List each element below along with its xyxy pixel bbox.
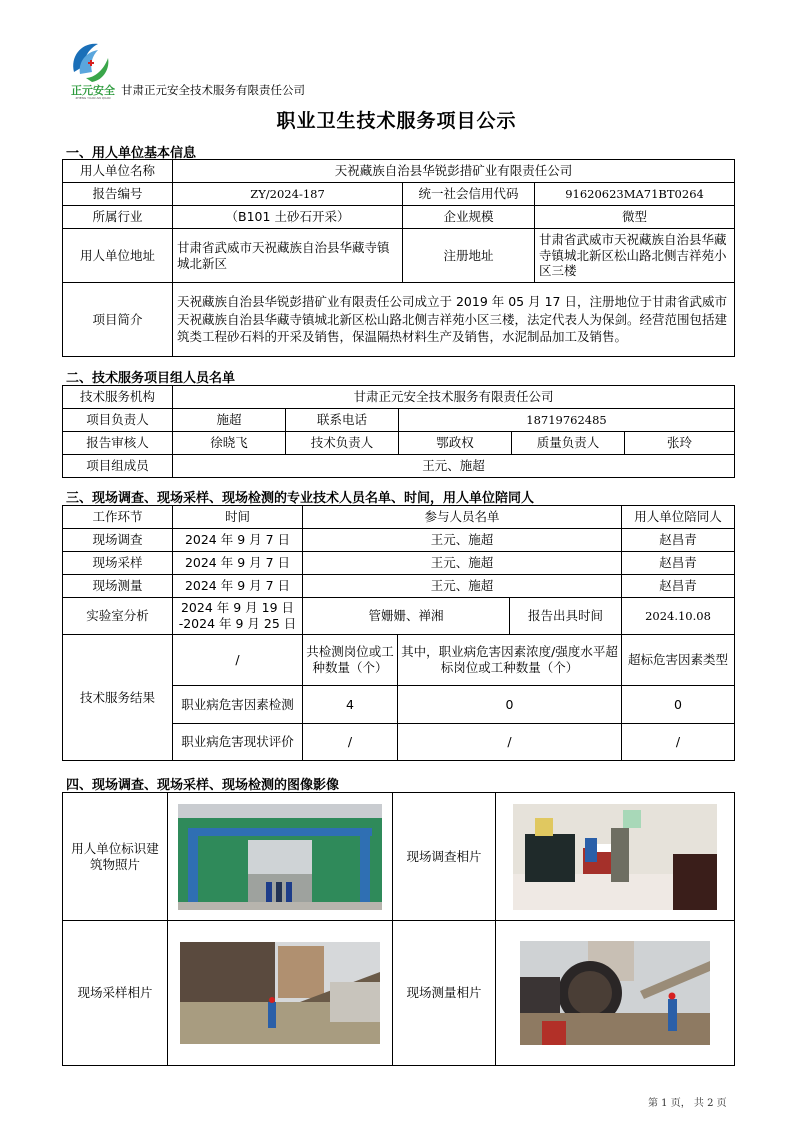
people-cell: 王元、施超 — [303, 552, 622, 575]
photo4-label: 现场测量相片 — [393, 921, 496, 1066]
members-value: 王元、施超 — [173, 455, 735, 478]
people-cell: 王元、施超 — [303, 529, 622, 552]
photo2-cell — [496, 793, 735, 921]
tech-lead-label: 技术负责人 — [286, 432, 399, 455]
people-cell: 王元、施超 — [303, 575, 622, 598]
unit-info-table — [62, 159, 735, 357]
section3-heading: 三、现场调查、现场采样、现场检测的专业技术人员名单、时间，用人单位陪同人 — [66, 491, 535, 506]
credit-code-value: 91620623MA71BT0264 — [535, 183, 735, 206]
unit-name-label: 用人单位名称 — [63, 160, 173, 183]
page-number: 第 1 页， 共 2 页 — [648, 1098, 727, 1109]
results-row1-type: 0 — [622, 686, 735, 724]
logo-text: 正元安全 — [71, 84, 115, 97]
photo1-cell — [168, 793, 393, 921]
results-head-blank: / — [173, 635, 303, 686]
address-value: 甘肃省武威市天祝藏族自治县华藏寺镇城北新区 — [173, 229, 403, 283]
photo1-label: 用人单位标识建筑物照片 — [63, 793, 168, 921]
reg-address-value: 甘肃省武威市天祝藏族自治县华藏寺镇城北新区松山路北侧吉祥苑小区三楼 — [535, 229, 735, 283]
results-row1-count: 4 — [303, 686, 398, 724]
intro-label: 项目简介 — [63, 283, 173, 357]
table-row — [63, 575, 735, 598]
stage-cell: 现场调查 — [63, 529, 173, 552]
phone-value: 18719762485 — [399, 409, 735, 432]
reviewer-label: 报告审核人 — [63, 432, 173, 455]
results-row2-label: 职业病危害现状评价 — [173, 724, 303, 761]
col-time: 时间 — [173, 506, 303, 529]
report-no-label: 报告编号 — [63, 183, 173, 206]
photo3-label: 现场采样相片 — [63, 921, 168, 1066]
unit-name-value: 天祝藏族自治县华锐彭措矿业有限责任公司 — [173, 160, 735, 183]
scale-label: 企业规模 — [403, 206, 535, 229]
table-row — [63, 552, 735, 575]
lab-row — [63, 598, 735, 635]
photo-table — [62, 792, 735, 1066]
section4-heading: 四、现场调查、现场采样、现场检测的图像影像 — [66, 778, 340, 793]
results-row2-exceed: / — [398, 724, 622, 761]
results-head-count: 共检测岗位或工种数量（个） — [303, 635, 398, 686]
table-row — [63, 529, 735, 552]
members-label: 项目组成员 — [63, 455, 173, 478]
lab-people: 管姗姗、禅湘 — [303, 598, 510, 635]
results-label: 技术服务结果 — [63, 635, 173, 761]
org-label: 技术服务机构 — [63, 386, 173, 409]
results-row2-type: / — [622, 724, 735, 761]
time-cell: 2024 年 9 月 7 日 — [173, 552, 303, 575]
field-work-table — [62, 505, 735, 761]
lead-value: 施超 — [173, 409, 286, 432]
time-cell: 2024 年 9 月 7 日 — [173, 575, 303, 598]
report-no-value: ZY/2024-187 — [173, 183, 403, 206]
phone-label: 联系电话 — [286, 409, 399, 432]
results-row1-exceed: 0 — [398, 686, 622, 724]
team-table — [62, 385, 735, 478]
lab-time — [173, 598, 303, 635]
results-row2-count: / — [303, 724, 398, 761]
lab-stage: 实验室分析 — [63, 598, 173, 635]
stage-cell: 现场测量 — [63, 575, 173, 598]
stage-cell: 现场采样 — [63, 552, 173, 575]
section2-heading: 二、技术服务项目组人员名单 — [66, 371, 236, 386]
reg-address-label: 注册地址 — [403, 229, 535, 283]
survey-photo — [513, 804, 717, 910]
quality-lead-value: 张玲 — [625, 432, 735, 455]
company-header-name: 甘肃正元安全技术服务有限责任公司 — [121, 83, 305, 97]
industry-label: 所属行业 — [63, 206, 173, 229]
scale-value: 微型 — [535, 206, 735, 229]
results-head-type: 超标危害因素类型 — [622, 635, 735, 686]
intro-value: 天祝藏族自治县华锐彭措矿业有限责任公司成立于 2019 年 05 月 17 日，注册地位于甘肃省武威市天祝藏族自治县华藏寺镇城北新区松山路北侧吉祥苑小区三楼，法定代表人为保剑。经营范围包括建筑类工程砂石料的开采及销售，保温隔热材料生产及销售，水泥制品加工及销售。 — [173, 283, 735, 357]
photo4-cell — [496, 921, 735, 1066]
results-row1-label: 职业病危害因素检测 — [173, 686, 303, 724]
col-people: 参与人员名单 — [303, 506, 622, 529]
escort-cell: 赵昌青 — [622, 529, 735, 552]
industry-value: （B101 土砂石开采） — [173, 206, 403, 229]
photo2-label: 现场调查相片 — [393, 793, 496, 921]
lab-time-end: -2024 年 9 月 25 日 — [178, 616, 297, 631]
sampling-photo — [180, 942, 380, 1044]
org-value: 甘肃正元安全技术服务有限责任公司 — [173, 386, 735, 409]
company-logo — [64, 38, 122, 100]
time-cell: 2024 年 9 月 7 日 — [173, 529, 303, 552]
quality-lead-label: 质量负责人 — [512, 432, 625, 455]
reviewer-value: 徐晓飞 — [173, 432, 286, 455]
col-stage: 工作环节 — [63, 506, 173, 529]
address-label: 用人单位地址 — [63, 229, 173, 283]
page-title: 职业卫生技术服务项目公示 — [276, 110, 517, 132]
section1-heading: 一、用人单位基本信息 — [66, 146, 197, 161]
report-time-value: 2024.10.08 — [622, 598, 735, 635]
photo3-cell — [168, 921, 393, 1066]
measurement-photo — [520, 941, 710, 1045]
tech-lead-value: 鄂政权 — [399, 432, 512, 455]
logo-subtext: ZHENG YUAN AN QUAN — [75, 96, 111, 100]
lead-label: 项目负责人 — [63, 409, 173, 432]
col-escort: 用人单位陪同人 — [622, 506, 735, 529]
results-head-exceed: 其中，职业病危害因素浓度/强度水平超标岗位或工种数量（个） — [398, 635, 622, 686]
building-photo — [178, 804, 382, 910]
report-time-label: 报告出具时间 — [510, 598, 622, 635]
credit-code-label: 统一社会信用代码 — [403, 183, 535, 206]
logo-icon — [64, 38, 122, 100]
escort-cell: 赵昌青 — [622, 552, 735, 575]
lab-time-start: 2024 年 9 月 19 日 — [180, 600, 295, 616]
escort-cell: 赵昌青 — [622, 575, 735, 598]
